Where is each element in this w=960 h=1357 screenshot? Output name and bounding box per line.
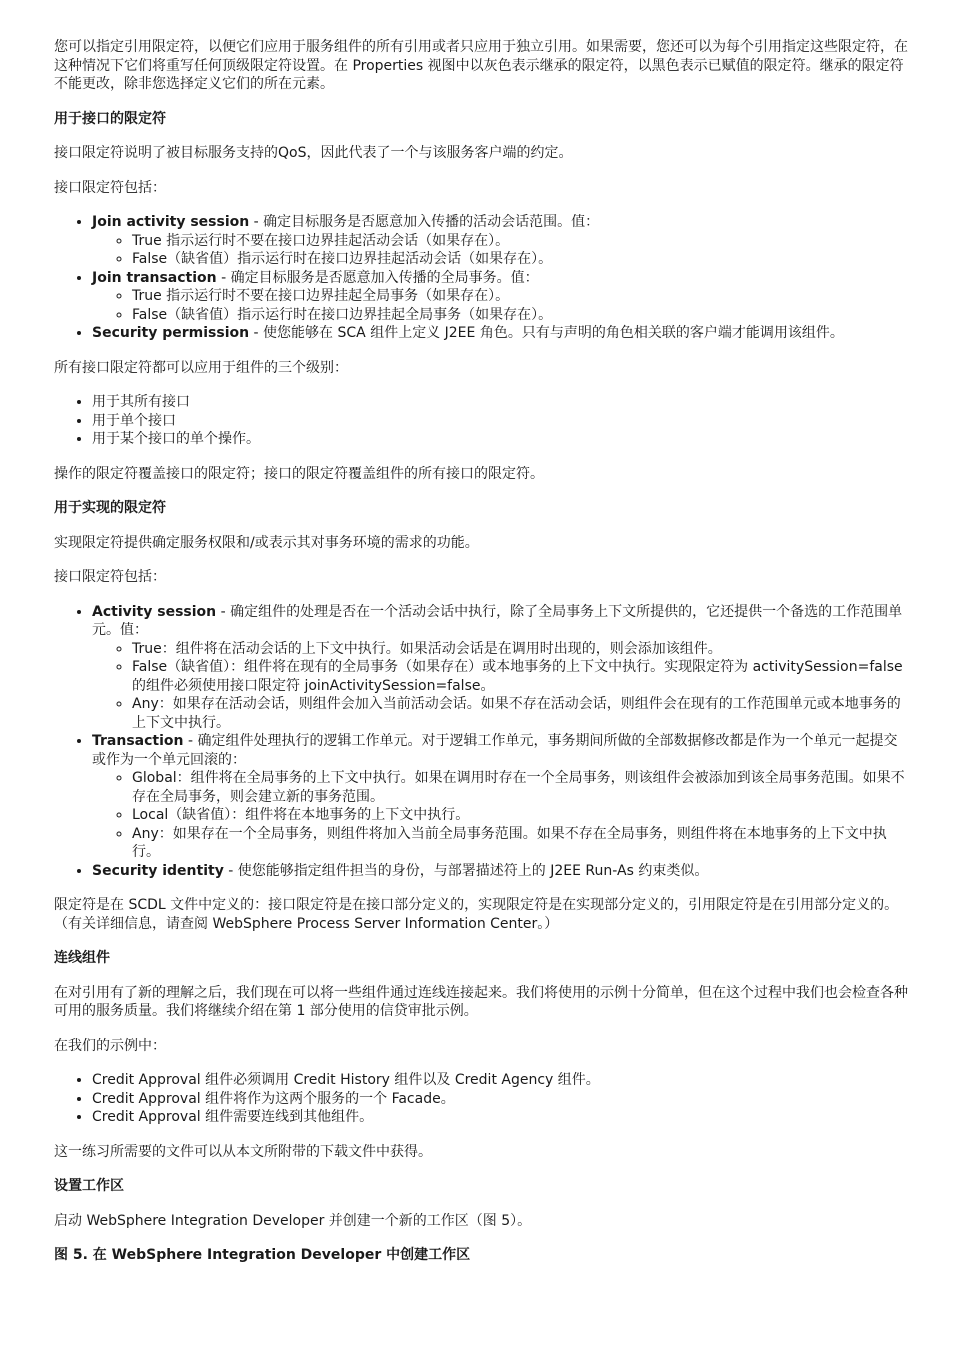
list-item: ◦ True 指示运行时不要在接口边界挂起全局事务（如果存在）。 (132, 287, 910, 306)
qualifier-desc: - 确定目标服务是否愿意加入传播的全局事务。值： (216, 269, 539, 286)
list-item: ◦ True：组件将在活动会话的上下文中执行。如果活动会话是在调用时出现的，则会添加该组件。 (132, 640, 910, 659)
list-item: • Credit Approval 组件必须调用 Credit History 组件以及 Credit Agency 组件。 (92, 1071, 910, 1090)
list-item: ◦ True 指示运行时不要在接口边界挂起活动会话（如果存在）。 (132, 232, 910, 251)
qualifier-term: Activity session (92, 603, 217, 620)
list-item: • Credit Approval 组件需要连线到其他组件。 (92, 1108, 910, 1127)
implementation-qualifiers-heading: 用于实现的限定符 (54, 500, 166, 516)
interface-includes-label: 接口限定符包括： (54, 179, 166, 196)
qualifier-desc: - 使您能够指定组件担当的身份，与部署描述符上的 J2EE Run-As 约束类似。 (223, 862, 709, 879)
workspace-heading: 设置工作区 (54, 1178, 124, 1194)
levels-list (54, 393, 910, 449)
list-item (92, 862, 910, 881)
qualifier-desc: - 确定组件的处理是否在一个活动会话中执行，除了全局事务上下文所提供的，它还提供一个备选的工作范围单元。值： (92, 603, 903, 638)
download-paragraph: 这一练习所需要的文件可以从本文所附带的下载文件中获得。 (54, 1143, 432, 1160)
list-item (92, 213, 910, 269)
qualifier-desc: - 确定组件处理执行的逻辑工作单元。对于逻辑工作单元，事务期间所做的全部数据修改都是作为一个单元一起提交或作为一个单元回滚的： (92, 733, 898, 768)
example-intro: 在我们的示例中： (54, 1037, 166, 1054)
interface-qualifiers-heading: 用于接口的限定符 (54, 110, 166, 127)
qualifier-term: Join activity session (92, 214, 250, 230)
list-item: ◦ False（缺省值）指示运行时在接口边界挂起全局事务（如果存在）。 (132, 306, 910, 325)
qualifier-desc: - 确定目标服务是否愿意加入传播的活动会话范围。值： (249, 214, 600, 230)
document-page (54, 38, 910, 1281)
list-item: ◦ Any：如果存在活动会话，则组件会加入当前活动会话。如果不存在活动会话，则组件会在现有的工作范围单元或本地事务的上下文中执行。 (132, 695, 910, 732)
qualifier-values-list (92, 769, 910, 862)
qualifier-term: Security identity (92, 862, 224, 879)
qualifier-term: Join transaction (92, 269, 217, 286)
wiring-desc: 在对引用有了新的理解之后，我们现在可以将一些组件通过连线连接起来。我们将使用的示例十分简单，但在这个过程中我们也会检查各种可用的服务质量。我们将继续介绍在第 1 部分使用的信贷审批示例。 (54, 984, 908, 1019)
qualifier-values-list (92, 287, 910, 324)
list-item: ◦ Any：如果存在一个全局事务，则组件将加入当前全局事务范围。如果不存在全局事务，则组件将在本地事务的上下文中执行。 (132, 825, 910, 862)
wiring-heading: 连线组件 (54, 950, 110, 966)
list-item: • 用于单个接口 (92, 412, 910, 431)
implementation-qualifiers-desc: 实现限定符提供确定服务权限和/或表示其对事务环境的需求的功能。 (54, 534, 479, 551)
workspace-desc: 启动 WebSphere Integration Developer 并创建一个新的工作区（图 5）。 (54, 1212, 532, 1229)
example-list (54, 1071, 910, 1127)
figure-caption: 图 5. 在 WebSphere Integration Developer 中创建工作区 (54, 1247, 471, 1263)
override-paragraph: 操作的限定符覆盖接口的限定符；接口的限定符覆盖组件的所有接口的限定符。 (54, 465, 544, 482)
qualifier-values-list (92, 640, 910, 733)
scdl-paragraph: 限定符是在 SCDL 文件中定义的：接口限定符是在接口部分定义的，实现限定符是在实现部分定义的，引用限定符是在引用部分定义的。（有关详细信息，请查阅 WebSphere Process Server Information Center。） (54, 897, 899, 932)
list-item: ◦ Global：组件将在全局事务的上下文中执行。如果在调用时存在一个全局事务，则该组件会被添加到该全局事务范围。如果不存在全局事务，则会建立新的事务范围。 (132, 769, 910, 806)
qualifier-desc: - 使您能够在 SCA 组件上定义 J2EE 角色。只有与声明的角色相关联的客户端才能调用该组件。 (249, 325, 844, 341)
list-item: • 用于某个接口的单个操作。 (92, 430, 910, 449)
list-item (92, 603, 910, 733)
qualifier-term: Security permission (92, 325, 250, 341)
list-item: ◦ False（缺省值）指示运行时在接口边界挂起活动会话（如果存在）。 (132, 250, 910, 269)
implementation-qualifiers-list (54, 603, 910, 881)
levels-intro: 所有接口限定符都可以应用于组件的三个级别： (54, 359, 348, 376)
interface-qualifiers-desc: 接口限定符说明了被目标服务支持的QoS，因此代表了一个与该服务客户端的约定。 (54, 145, 573, 161)
list-item (92, 732, 910, 862)
implementation-includes-label: 接口限定符包括： (54, 569, 166, 585)
qualifier-values-list (92, 232, 910, 269)
qualifier-term: Transaction (92, 733, 184, 749)
list-item (92, 269, 910, 325)
list-item: • 用于其所有接口 (92, 393, 910, 412)
list-item (92, 324, 910, 343)
intro-paragraph: 您可以指定引用限定符，以便它们应用于服务组件的所有引用或者只应用于独立引用。如果需要，您还可以为每个引用指定这些限定符，在这种情况下它们将重写任何顶级限定符设置。在 Properties 视图中以灰色表示继承的限定符，以黑色表示已赋值的限定符。继承的限定符不能更改，除非您选择定义它们的所在元素。 (54, 39, 908, 92)
interface-qualifiers-list (54, 213, 910, 343)
list-item: ◦ False（缺省值）：组件将在现有的全局事务（如果存在）或本地事务的上下文中执行。实现限定符为 activitySession=false 的组件必须使用接口限定符 joinActivitySession=false。 (132, 658, 910, 695)
list-item: • Credit Approval 组件将作为这两个服务的一个 Facade。 (92, 1090, 910, 1109)
list-item: ◦ Local（缺省值）：组件将在本地事务的上下文中执行。 (132, 806, 910, 825)
